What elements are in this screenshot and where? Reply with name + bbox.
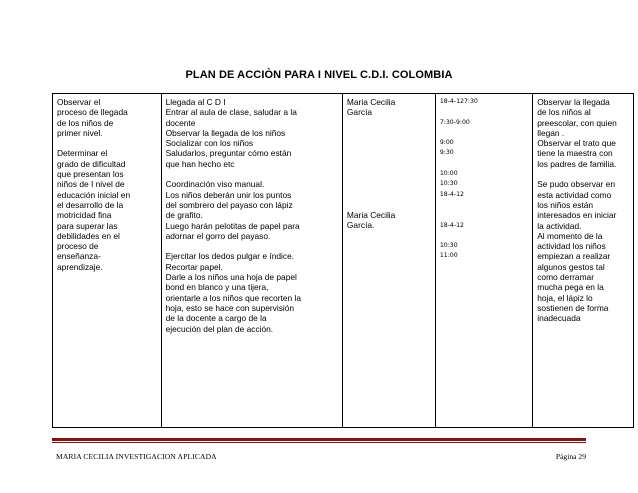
action-plan-table bbox=[52, 93, 634, 428]
page-number: Página 29 bbox=[555, 452, 586, 461]
observations-cell: Observar la llegada de los niños al preescolar, con quien llegan . Observar el trato que tiene la maestra con los padres de familia. Se pudo observar en esta actividad como los niños están interesados en iniciar la actividad. Al momento de la actividad los niños empiezan a realizar algunos gestos tal como derramar mucha pega en la hoja, el lápiz lo sostienen de forma inadecuada bbox=[533, 94, 634, 428]
footer-rule bbox=[52, 438, 586, 441]
responsible-name-1: Maria Cecilia García bbox=[346, 97, 396, 118]
activities-cell: Llegada al C D I Entrar al aula de clase, saludar a la docente Observar la llegada de los niños Socializar con los niños Saludarlos, preguntar cómo están que han hecho etc Coordinación viso manual. Los niños deberán unir los puntos del sombrero del payaso con lápiz de grafito. Luego harán pelotitas de papel para adornar el gorro del payaso. Ejercitar los dedos pulgar e índice. Recortar papel. Darle a los niños una hoja de papel bond en blanco y una tijera, orientarle a los niños que recorten la hoja, esto se hace con supervisión de la docente a cargo de la ejecución del plan de acción. bbox=[161, 94, 342, 428]
table-row bbox=[53, 94, 634, 428]
responsible-name-2: Maria Cecilia García. bbox=[346, 209, 396, 230]
footer-author: MARIA CECILIA INVESTIGACION APLICADA bbox=[56, 452, 217, 461]
page-title: PLAN DE ACCIÒN PARA I NIVEL C.D.I. COLOMBIA bbox=[185, 69, 453, 81]
schedule-cell: 18-4-127:30 7:30-9:00 9:00 9:30 10:00 10:30 18-4-12 18-4-12 10:30 11:00 bbox=[435, 94, 532, 428]
footer-rule-thin bbox=[52, 442, 586, 443]
objectives-cell: Observar el proceso de llegada de los niños de primer nivel. Determinar el grado de dificultad que presentan los niños de I nivel de educación inicial en el desarrollo de la motricidad fina para superar las debilidades en el proceso de enseñanza- aprendizaje. bbox=[53, 94, 162, 428]
responsible-cell bbox=[342, 94, 435, 428]
